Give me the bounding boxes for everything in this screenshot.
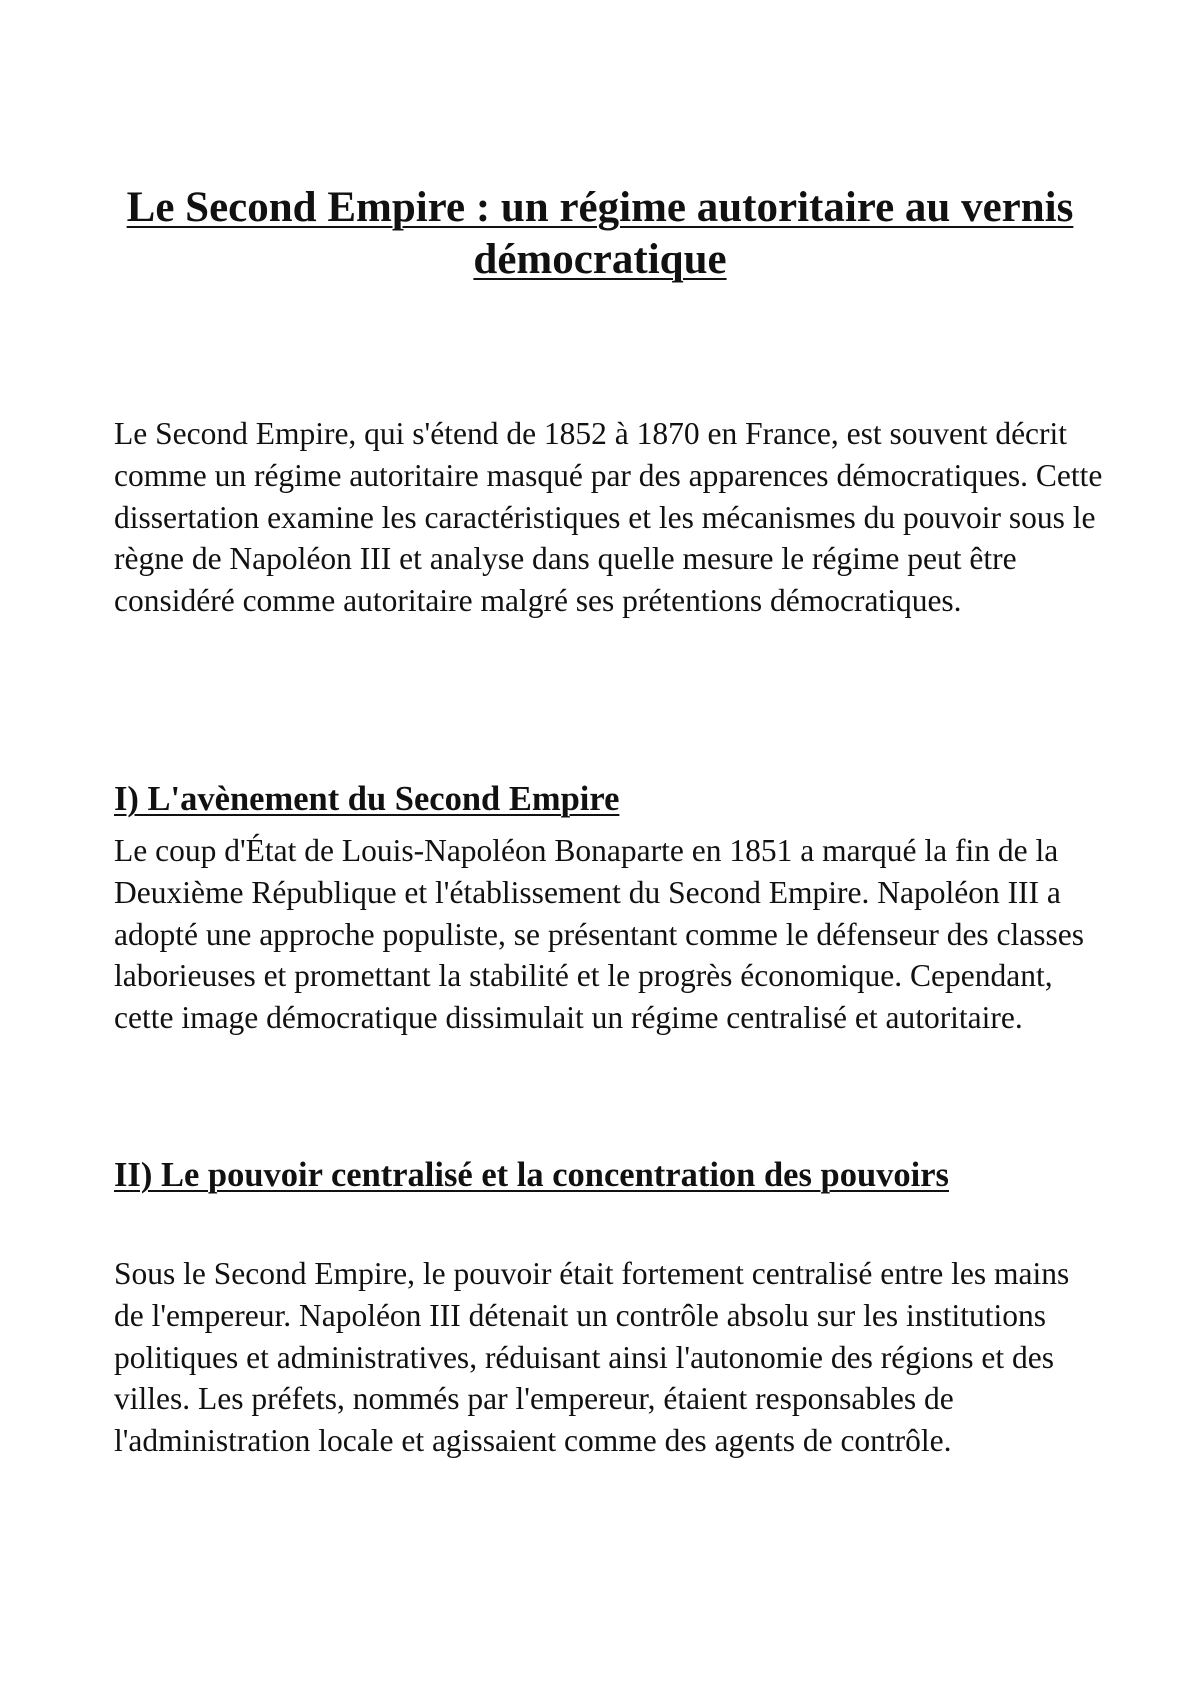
section-body-1: Le coup d'État de Louis-Napoléon Bonaparte en 1851 a marqué la fin de la Deuxième République et l'établissement du Second Empire. Napoléon III a adopté une approche populiste, se présentant comme le défenseur des classes laborieuses et promettant la stabilité et le progrès économique. Cependant, cette image démocratique dissimulait un régime centralisé et autoritaire.: [114, 833, 1085, 1036]
section-heading-2: II) Le pouvoir centralisé et la concentration des pouvoirs: [114, 1156, 949, 1194]
section-body-2: Sous le Second Empire, le pouvoir était fortement centralisé entre les mains de l'empereur. Napoléon III détenait un contrôle absolu sur les institutions politiques et administratives, réduisant ainsi l'autonomie des régions et des villes. Les préfets, nommés par l'empereur, étaient responsables de l'administration locale et agissaient comme des agents de contrôle.: [114, 1256, 1070, 1459]
document-title: Le Second Empire : un régime autoritaire au vernis démocratique: [126, 184, 1074, 283]
section-heading-1: I) L'avènement du Second Empire: [114, 780, 620, 818]
intro-paragraph: Le Second Empire, qui s'étend de 1852 à 1870 en France, est souvent décrit comme un régime autoritaire masqué par des apparences démocratiques. Cette dissertation examine les caractéristiques et les mécanismes du pouvoir sous le règne de Napoléon III et analyse dans quelle mesure le régime peut être considéré comme autoritaire malgré ses prétentions démocratiques.: [114, 416, 1103, 619]
